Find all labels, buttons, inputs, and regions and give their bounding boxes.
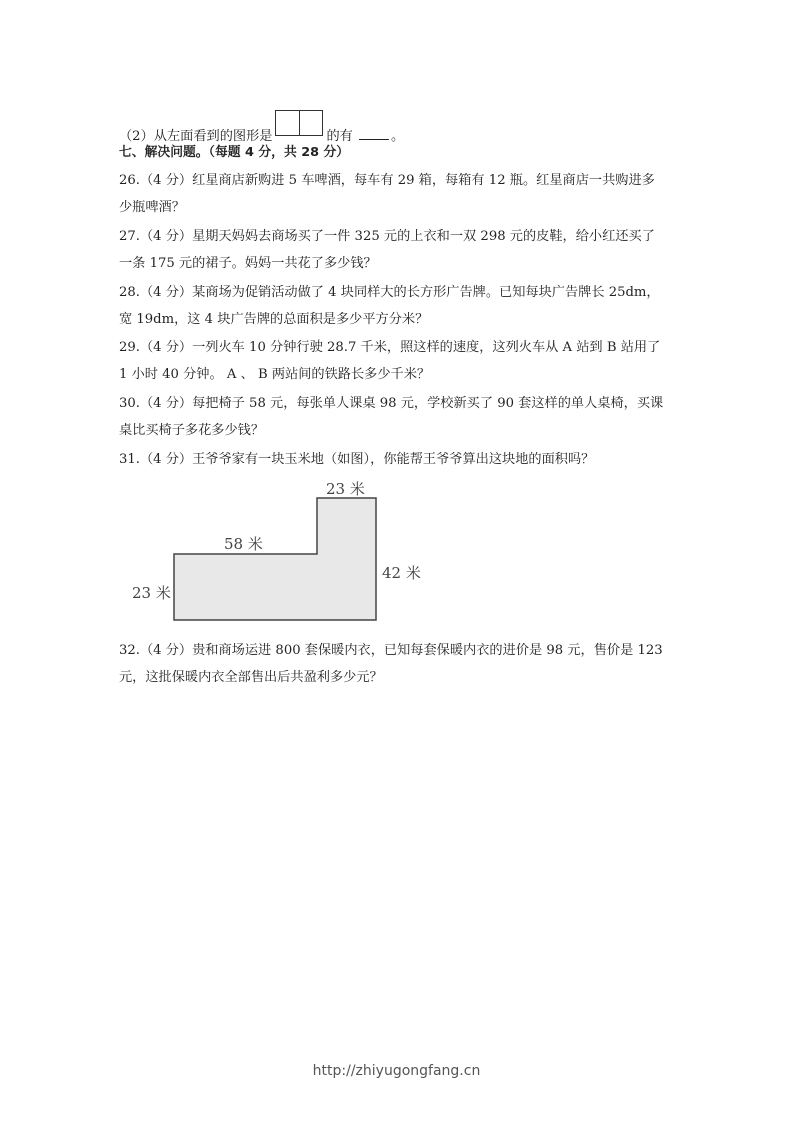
q2-text-1: （2）从左面看到的图形是 [119, 129, 273, 144]
question-30-line-2: 桌比买椅子多花多少钱？ [119, 423, 265, 438]
question-32-line-2: 元，这批保暖内衣全部售出后共盈利多少元？ [119, 670, 383, 685]
question-32-line-1: 32.（4 分）贵和商场运进 800 套保暖内衣，已知每套保暖内衣的进价是 98 元，售价是 123 [119, 643, 663, 658]
left-dimension-label: 23 米 [132, 584, 171, 602]
right-dimension-label: 42 米 [382, 564, 421, 582]
question-29-line-2: 1 小时 40 分钟。 A 、 B 两站间的铁路长多少千米？ [119, 367, 431, 382]
middle-dimension-label: 58 米 [224, 535, 263, 553]
question-27-line-1: 27.（4 分）星期天妈妈去商场买了一件 325 元的上衣和一双 298 元的皮鞋，给小红还买了 [119, 229, 655, 244]
q2-text-3: 。 [391, 129, 405, 144]
cornfield-figure [120, 474, 440, 622]
two-square-figure-icon [275, 110, 323, 136]
top-dimension-label: 23 米 [326, 480, 365, 498]
question-26-line-2: 少瓶啤酒？ [119, 200, 185, 215]
footer-url[interactable]: http://zhiyugongfang.cn [312, 1063, 481, 1079]
question-30-line-1: 30.（4 分）每把椅子 58 元，每张单人课桌 98 元，学校新买了 90 套这样的单人桌椅，买课 [119, 396, 664, 411]
question-28-line-1: 28.（4 分）某商场为促销活动做了 4 块同样大的长方形广告牌。已知每块广告牌长 25dm， [119, 285, 660, 300]
question-26-line-1: 26.（4 分）红星商店新购进 5 车啤酒，每车有 29 箱，每箱有 12 瓶。红星商店一共购进多 [119, 173, 655, 188]
section-7-heading: 七、解决问题。（每题 4 分，共 28 分） [119, 145, 350, 160]
question-29-line-1: 29.（4 分）一列火车 10 分钟行驶 28.7 千米，照这样的速度，这列火车从 A 站到 B 站用了 [119, 340, 661, 355]
question-27-line-2: 一条 175 元的裙子。妈妈一共花了多少钱？ [119, 256, 377, 271]
answer-blank[interactable] [359, 127, 389, 140]
question-28-line-2: 宽 19dm，这 4 块广告牌的总面积是多少平方分米？ [119, 312, 429, 327]
q2-text-2: 的有 [326, 129, 353, 144]
question-31-line: 31.（4 分）王爷爷家有一块玉米地（如图），你能帮王爷爷算出这块地的面积吗？ [119, 452, 595, 467]
l-shape-field [174, 498, 376, 620]
